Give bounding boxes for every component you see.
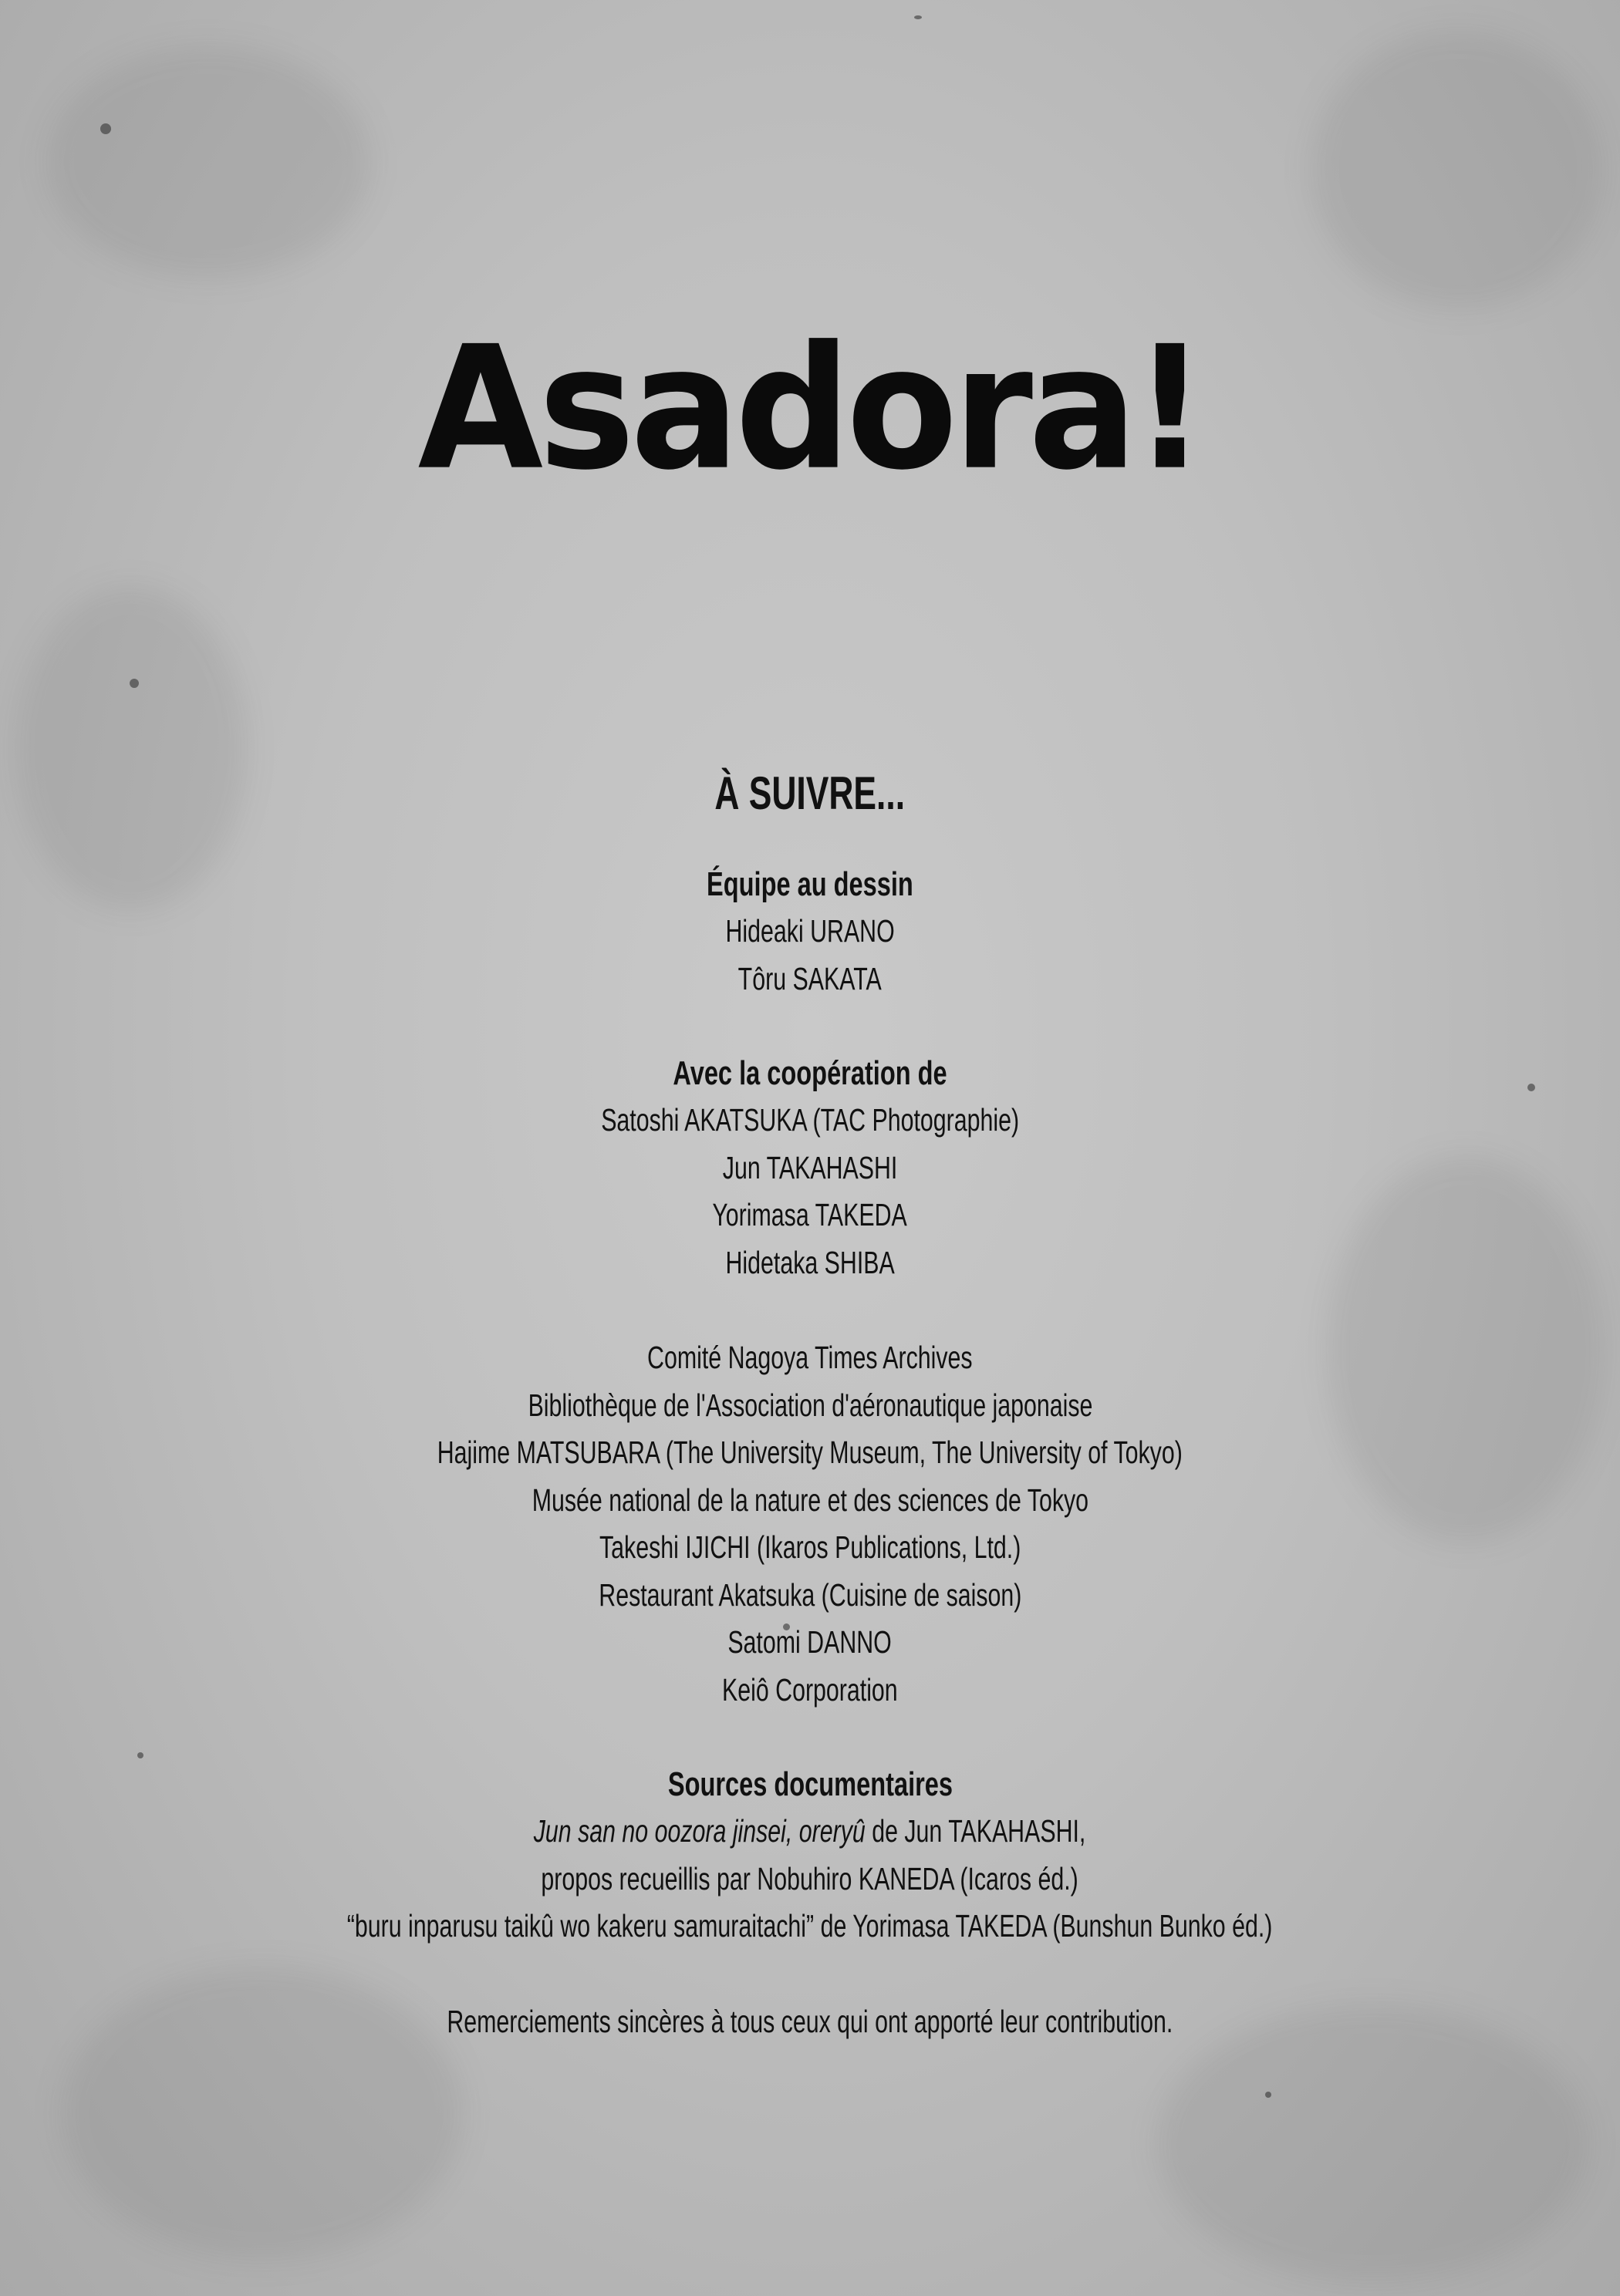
paper-stain bbox=[1311, 31, 1605, 308]
credit-name: Hidetaka SHIBA bbox=[725, 1244, 895, 1280]
source-line bbox=[0, 1808, 1620, 1856]
paper-speck bbox=[100, 123, 111, 134]
book-title: Asadora! bbox=[417, 308, 1203, 508]
credit-name: Hajime MATSUBARA (The University Museum, The University of Tokyo) bbox=[437, 1435, 1183, 1470]
paper-speck bbox=[1265, 2092, 1271, 2098]
credit-name: Jun TAKAHASHI bbox=[722, 1149, 898, 1185]
credit-name: Satomi DANNO bbox=[727, 1624, 893, 1660]
paper-stain bbox=[1157, 2005, 1589, 2283]
credits-block bbox=[0, 760, 1620, 2045]
paper-speck bbox=[130, 679, 139, 688]
section-title: Sources documentaires bbox=[667, 1765, 953, 1803]
credit-name: Restaurant Akatsuka (Cuisine de saison) bbox=[598, 1576, 1022, 1613]
paper-stain bbox=[46, 46, 370, 278]
credit-name: Satoshi AKATSUKA (TAC Photographie) bbox=[601, 1102, 1019, 1138]
organizations-section bbox=[0, 1334, 1620, 1714]
credit-name: Hideaki URANO bbox=[725, 913, 895, 949]
source-author: de Jun TAKAHASHI, bbox=[866, 1813, 1086, 1849]
cooperation-section bbox=[0, 1050, 1620, 1286]
heading-text: À SUIVRE... bbox=[714, 767, 906, 819]
section-title: Équipe au dessin bbox=[707, 865, 913, 903]
credit-name: Comité Nagoya Times Archives bbox=[647, 1340, 973, 1375]
source-book-title: Jun san no oozora jinsei, oreryû bbox=[534, 1813, 866, 1849]
credit-name: Keiô Corporation bbox=[722, 1671, 898, 1708]
paper-speck bbox=[914, 15, 922, 19]
drawing-team-section bbox=[0, 861, 1620, 1003]
credit-name: Musée national de la nature et des sciences de Tokyo bbox=[532, 1482, 1088, 1518]
source-line: “buru inparusu taikû wo kakeru samuraitachi” de Yorimasa TAKEDA (Bunshun Bunko éd.) bbox=[347, 1908, 1273, 1944]
credit-name: Tôru SAKATA bbox=[737, 960, 883, 996]
credit-name: Yorimasa TAKEDA bbox=[712, 1197, 908, 1232]
source-line: propos recueillis par Nobuhiro KANEDA (Icaros éd.) bbox=[541, 1860, 1079, 1896]
sources-section bbox=[0, 1762, 1620, 1950]
to-be-continued-heading bbox=[0, 760, 1620, 828]
thanks-line: Remerciements sincères à tous ceux qui ont apporté leur contribution. bbox=[447, 2003, 1173, 2039]
credit-name: Takeshi IJICHI (Ikaros Publications, Ltd.) bbox=[599, 1529, 1021, 1565]
credit-name: Bibliothèque de l'Association d'aéronautique japonaise bbox=[528, 1387, 1092, 1423]
section-title: Avec la coopération de bbox=[673, 1054, 947, 1092]
